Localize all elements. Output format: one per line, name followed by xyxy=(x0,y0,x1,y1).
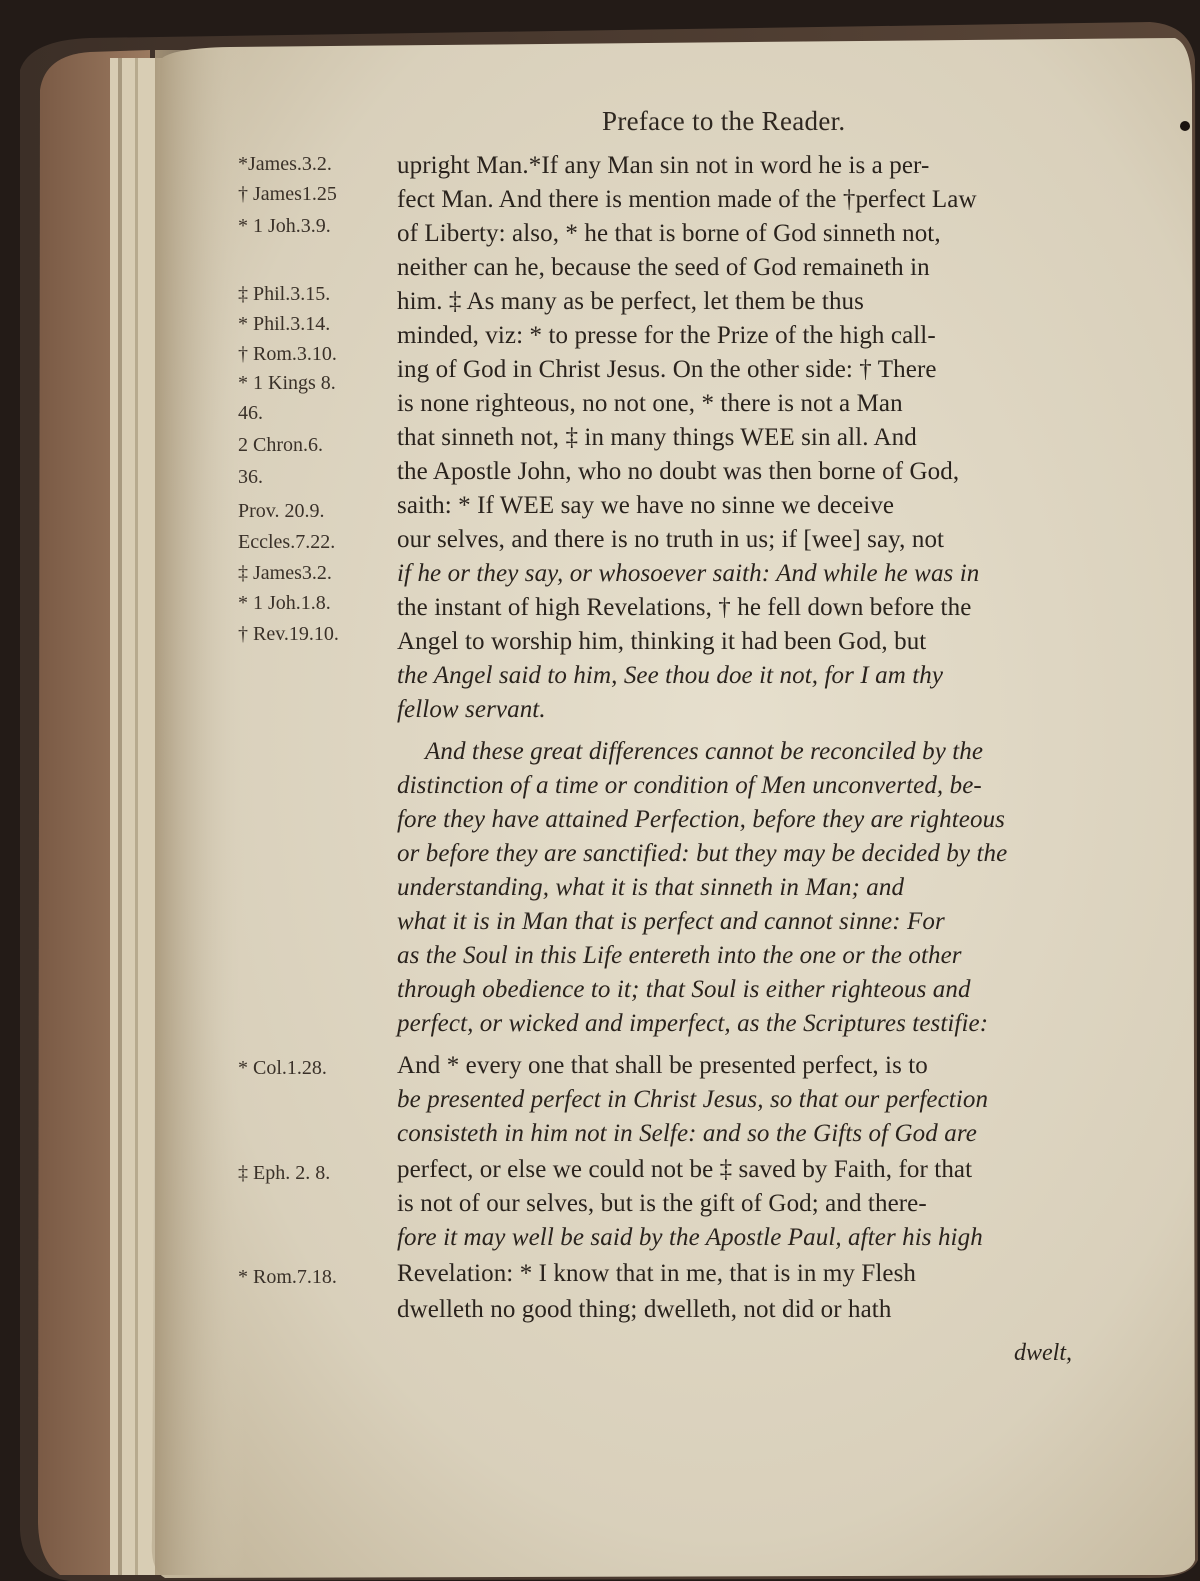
body-line: fore they have attained Perfection, before they are righteous xyxy=(397,806,1006,833)
margin-note: † Rev.19.10. xyxy=(238,623,339,645)
body-line: as the Soul in this Life entereth into the one or the other xyxy=(397,942,962,969)
margin-note: ‡ Phil.3.15. xyxy=(238,283,331,305)
body-line: And * every one that shall be presented perfect, is to xyxy=(397,1052,928,1079)
running-header: Preface to the Reader. xyxy=(602,106,846,136)
margin-note: 46. xyxy=(238,402,263,424)
margin-note: * 1 Joh.3.9. xyxy=(238,215,331,237)
margin-note: ‡ Eph. 2. 8. xyxy=(238,1162,331,1184)
margin-note: * Rom.7.18. xyxy=(238,1266,337,1288)
margin-note: ‡ James3.2. xyxy=(238,562,332,584)
body-line: neither can he, because the seed of God remaineth in xyxy=(397,254,930,281)
margin-note: 2 Chron.6. xyxy=(238,434,323,456)
body-line: ing of God in Christ Jesus. On the other side: † There xyxy=(397,356,937,383)
margin-note: * 1 Kings 8. xyxy=(238,372,336,394)
body-line: Angel to worship him, thinking it had been God, but xyxy=(397,628,927,655)
body-line: Revelation: * I know that in me, that is in my Flesh xyxy=(397,1260,917,1287)
body-line: the Apostle John, who no doubt was then borne of God, xyxy=(397,458,960,485)
margin-note: † James1.25 xyxy=(238,183,337,205)
body-line: be presented perfect in Christ Jesus, so that our perfection xyxy=(397,1086,989,1113)
margin-note: * 1 Joh.1.8. xyxy=(238,592,331,614)
body-line: is not of our selves, but is the gift of God; and there- xyxy=(397,1190,927,1217)
body-line: upright Man.*If any Man sin not in word he is a per- xyxy=(397,152,930,179)
body-line: him. ‡ As many as be perfect, let them be thus xyxy=(397,288,864,315)
margin-note: † Rom.3.10. xyxy=(238,343,337,365)
margin-note: * Phil.3.14. xyxy=(238,313,331,335)
margin-note: Prov. 20.9. xyxy=(238,500,325,522)
body-line: saith: * If WEE say we have no sinne we deceive xyxy=(397,492,895,519)
body-line: perfect, or wicked and imperfect, as the Scriptures testifie: xyxy=(397,1010,989,1037)
body-line: fect Man. And there is mention made of the †perfect Law xyxy=(397,186,977,213)
body-line: minded, viz: * to presse for the Prize of the high call- xyxy=(397,322,936,349)
body-line: And these great differences cannot be reconciled by the xyxy=(425,738,984,765)
margin-note: Eccles.7.22. xyxy=(238,531,336,553)
body-line: or before they are sanctified: but they may be decided by the xyxy=(397,840,1008,867)
body-line: the Angel said to him, See thou doe it not, for I am thy xyxy=(397,662,944,689)
body-line: our selves, and there is no truth in us; if [wee] say, not xyxy=(397,526,945,553)
margin-note: * Col.1.28. xyxy=(238,1057,327,1079)
body-line: through obedience to it; that Soul is either righteous and xyxy=(397,976,971,1003)
body-line: is none righteous, no not one, * there is not a Man xyxy=(397,390,903,417)
body-line: that sinneth not, ‡ in many things WEE sin all. And xyxy=(397,424,917,451)
body-line: what it is in Man that is perfect and cannot sinne: For xyxy=(397,908,945,935)
body-line: distinction of a time or condition of Men unconverted, be- xyxy=(397,772,982,799)
body-line: fellow servant. xyxy=(397,696,546,723)
margin-note: *James.3.2. xyxy=(238,153,332,175)
body-line: fore it may well be said by the Apostle Paul, after his high xyxy=(397,1224,983,1251)
body-line: the instant of high Revelations, † he fell down before the xyxy=(397,594,972,621)
body-line: dwelleth no good thing; dwelleth, not did or hath xyxy=(397,1296,892,1323)
body-line: if he or they say, or whosoever saith: And while he was in xyxy=(397,560,980,587)
body-line: of Liberty: also, * he that is borne of God sinneth not, xyxy=(397,220,941,247)
margin-note: 36. xyxy=(238,466,263,488)
catchword: dwelt, xyxy=(1014,1340,1072,1366)
body-line: consisteth in him not in Selfe: and so the Gifts of God are xyxy=(397,1120,977,1147)
body-line: understanding, what it is that sinneth in Man; and xyxy=(397,874,905,901)
body-line: perfect, or else we could not be ‡ saved by Faith, for that xyxy=(397,1156,973,1183)
